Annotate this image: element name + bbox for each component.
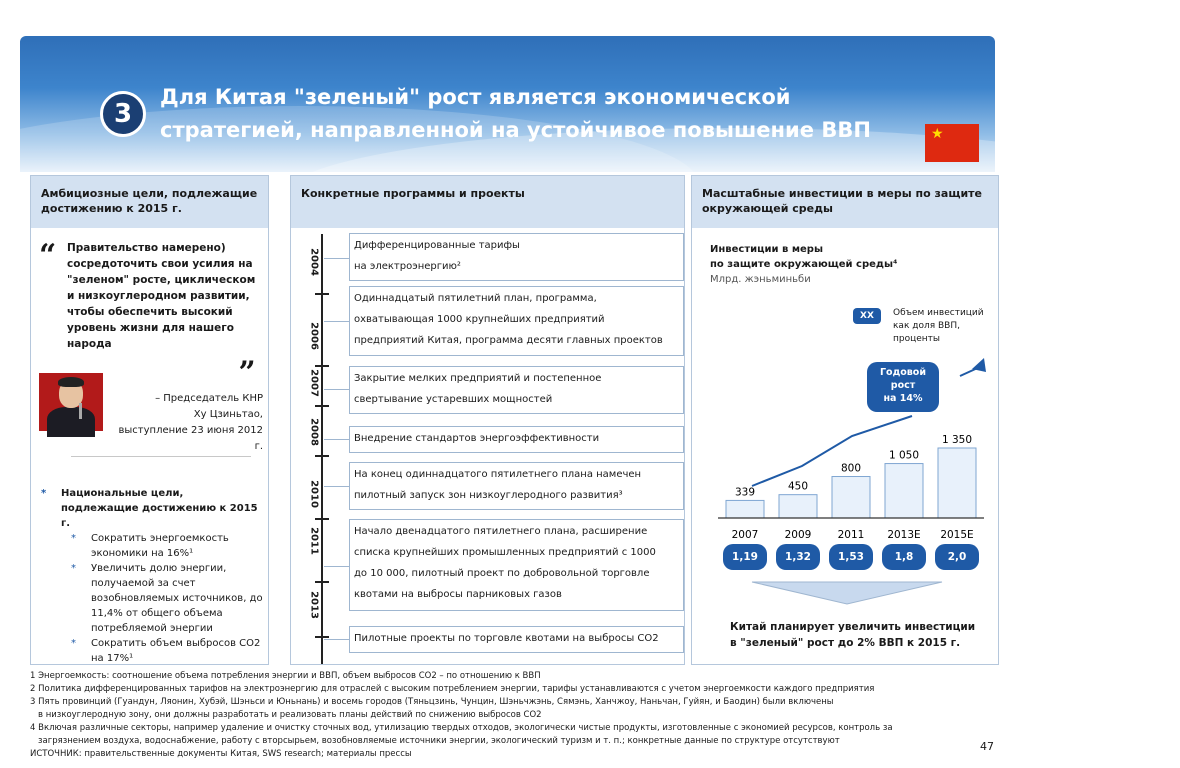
footnote: в низкоуглеродную зону, они должны разработать и реализовать планы действий по снижению выбросов CO2 xyxy=(38,710,542,720)
category-label: 2015E xyxy=(940,529,974,541)
footnote: 2 Политика дифференцированных тарифов на электроэнергию для отраслей с высоким потреблением энергии, тарифы устанавливаются с учетом энергоемкости каждого предприятия xyxy=(30,684,875,694)
program-item: Начало двенадцатого пятилетнего плана, расширение списка крупнейших промышленных предприятий с 1000 до 10 000, пилотный проект по добровольной торговле квотами на выбросы парниковых газов xyxy=(349,519,684,611)
source-note: ИСТОЧНИК: правительственные документы Китая, SWS research; материалы прессы xyxy=(30,749,412,759)
slide-number-badge: 3 xyxy=(100,91,146,137)
quote-attribution xyxy=(107,391,263,455)
chart-bar xyxy=(938,448,976,518)
divider xyxy=(71,456,251,457)
slide-title-line: Для Китая "зеленый" рост является экономической xyxy=(160,85,791,109)
footnote: 3 Пять провинций (Гуандун, Ляонин, Хубэй, Шэньси и Юньнань) и восемь городов (Тяньцзинь, Чунцин, Шэньчжэнь, Сямэнь, Ханчжоу, Наньчан, Гуйян, и Баодин) были включены xyxy=(30,697,834,707)
category-label: 2011 xyxy=(837,529,865,541)
timeline-tick xyxy=(315,581,329,583)
timeline-tick xyxy=(315,405,329,407)
quote-text: Правительство намерено) сосредоточить свои усилия на "зеленом" росте, циклическом и низкоуглеродном развитии, чтобы обеспечить высокий уровень жизни для нашего народа xyxy=(67,242,256,350)
national-goals-title: * Национальные цели, подлежащие достижению к 2015 г. xyxy=(41,488,258,529)
gdp-share-badge: 2,0 xyxy=(935,544,979,570)
gdp-share-badge: 1,8 xyxy=(882,544,926,570)
bullet-icon: * xyxy=(71,533,76,544)
gdp-share-badge: 1,32 xyxy=(776,544,820,570)
timeline-year: 2010 xyxy=(308,480,320,508)
goal-item: * Сократить объем выбросов CO2 на 17%¹ xyxy=(71,638,261,664)
quote-close-mark: „ xyxy=(239,338,257,373)
goal-item: * Увеличить долю энергии, получаемой за счет возобновляемых источников, до 11,4% от общего объема потребляемой энергии xyxy=(71,563,263,634)
gdp-share-badge: 1,19 xyxy=(723,544,767,570)
attribution-line: Ху Цзиньтао, xyxy=(193,409,263,420)
bullet-icon: * xyxy=(41,488,47,499)
bar-value-label: 450 xyxy=(787,480,809,493)
down-arrow-icon xyxy=(752,580,942,606)
growth-badge: Годовой рост на 14% xyxy=(867,362,939,412)
speaker-photo xyxy=(39,373,103,431)
chart-bar xyxy=(885,464,923,518)
flag-star-icon: ★ xyxy=(931,126,944,142)
timeline-year: 2008 xyxy=(308,418,320,446)
conclusion-text: Китай планирует увеличить инвестиции в "зеленый" рост до 2% ВВП к 2015 г. xyxy=(730,621,976,649)
program-item: Внедрение стандартов энергоэффективности xyxy=(349,426,684,453)
chart-unit: Млрд. жэньминьби xyxy=(710,274,811,285)
timeline-tick xyxy=(315,293,329,295)
category-label: 2013E xyxy=(887,529,921,541)
investment-bar-chart xyxy=(692,406,998,541)
goals-panel-heading: Амбициозные цели, подлежащие достижению к 2015 г. xyxy=(31,176,268,228)
category-label: 2009 xyxy=(784,529,812,541)
legend-text: Объем инвестиций как доля ВВП, проценты xyxy=(893,308,984,344)
china-flag-icon xyxy=(925,124,979,162)
attribution-line: – Председатель КНР xyxy=(155,393,263,404)
investments-panel xyxy=(691,175,999,665)
national-goals-list xyxy=(41,486,263,666)
footnotes xyxy=(30,670,990,761)
bar-value-label: 1 350 xyxy=(941,434,973,446)
timeline-year: 2013 xyxy=(308,591,320,619)
timeline-year: 2004 xyxy=(308,248,320,276)
slide-title xyxy=(160,81,920,147)
program-item: На конец одиннадцатого пятилетнего плана намечен пилотный запуск зон низкоуглеродного развития³ xyxy=(349,462,684,510)
timeline-tick xyxy=(315,636,329,638)
program-item: Дифференцированные тарифы на электроэнергию² xyxy=(349,233,684,281)
program-item: Пилотные проекты по торговле квотами на выбросы CO2 xyxy=(349,626,684,653)
quote-open-mark: “ xyxy=(39,238,57,273)
programs-panel-heading: Конкретные программы и проекты xyxy=(291,176,684,228)
timeline-year: 2007 xyxy=(308,369,320,397)
programs-panel xyxy=(290,175,685,665)
slide-header xyxy=(20,36,995,172)
goals-panel xyxy=(30,175,269,665)
timeline-tick xyxy=(315,365,329,367)
chart-bar xyxy=(726,500,764,518)
footnote: загрязнением воздуха, водоснабжение, работу с вторсырьем, возобновляемые источники энергии, экологический туризм и т. п.; конкретные данные по структуре отсутствуют xyxy=(38,736,840,746)
timeline-tick xyxy=(315,518,329,520)
footnote: 4 Включая различные секторы, например удаление и очистку сточных вод, утилизацию твердых отходов, экологически чистые продукты, изготовленные с экономией ресурсов, контроль за xyxy=(30,723,893,733)
category-label: 2007 xyxy=(731,529,759,541)
bar-value-label: 339 xyxy=(734,486,756,499)
investments-panel-heading: Масштабные инвестиции в меры по защите окружающей среды xyxy=(692,176,998,228)
chart-title: Инвестиции в меры по защите окружающей среды⁴ xyxy=(710,244,898,270)
chart-bar xyxy=(779,495,817,518)
footnote: 1 Энергоемкость: соотношение объема потребления энергии и ВВП, объем выбросов CO2 – по отношению к ВВП xyxy=(30,671,541,681)
timeline-year: 2011 xyxy=(308,527,320,555)
bullet-icon: * xyxy=(71,638,76,649)
timeline-tick xyxy=(315,455,329,457)
bar-value-label: 800 xyxy=(840,462,862,475)
attribution-line: выступление 23 июня 2012 г. xyxy=(118,425,263,452)
goal-item: * Сократить энергоемкость экономики на 16%¹ xyxy=(71,533,229,559)
bar-value-label: 1 050 xyxy=(888,449,920,462)
slide-title-line: стратегией, направленной на устойчивое повышение ВВП xyxy=(160,118,871,142)
timeline-year: 2006 xyxy=(308,322,320,350)
chart-bar xyxy=(832,477,870,518)
gdp-share-badge: 1,53 xyxy=(829,544,873,570)
bullet-icon: * xyxy=(71,563,76,574)
legend-badge: XX xyxy=(853,308,881,324)
program-item: Закрытие мелких предприятий и постепенное свертывание устаревших мощностей xyxy=(349,366,684,414)
program-item: Одиннадцатый пятилетний план, программа, охватывающая 1000 крупнейших предприятий предприятий Китая, программа десяти главных проектов xyxy=(349,286,684,356)
page-number: 47 xyxy=(980,740,994,753)
